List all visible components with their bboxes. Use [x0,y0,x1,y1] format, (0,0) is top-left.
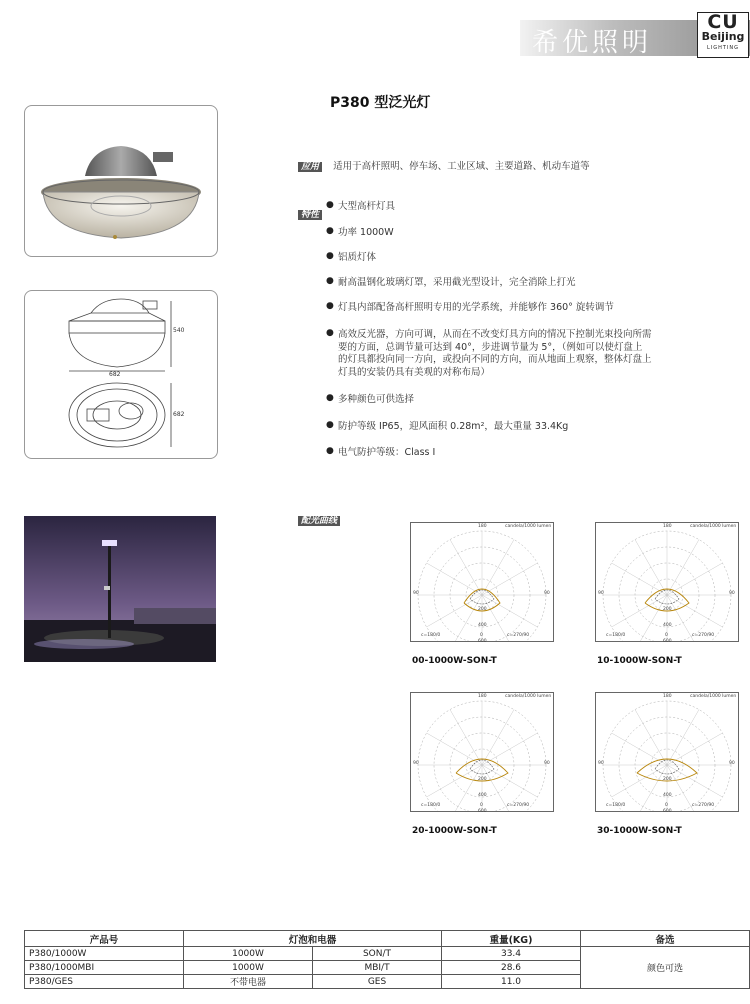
polar-chart [410,692,554,812]
polar-spoke [667,710,699,765]
bullet-icon: ● [326,420,334,430]
application-row [298,154,590,173]
angle-bottom-label: 0 [665,633,668,638]
polar-spoke [635,765,667,811]
ring-label: 600 [663,809,672,814]
product-title: P380 型泛光灯 [330,95,431,111]
feature-text: 功率 1000W [338,227,394,238]
bullet-icon: ● [326,446,334,456]
polar-spoke [482,765,537,797]
angle-left-label: 90 [413,761,419,766]
legend-c180-0: c=180/0 [606,633,626,638]
polar-spoke [450,710,482,765]
cell-option: 颜色可选 [581,947,750,989]
polar-spoke [612,765,667,797]
feature-text: 铝质灯体 [338,252,377,263]
cell-lamp: 1000W [184,961,313,975]
polar-spoke [450,595,482,641]
legend-c270-90: c=270/90 [507,633,530,638]
bullet-icon: ● [326,328,334,338]
application-tag: 应用 [298,162,322,172]
logo-mark: CU [707,11,739,33]
polar-spoke [427,595,482,627]
polar-spoke [667,765,722,797]
angle-right-label: 90 [729,591,735,596]
ring-label: 600 [478,639,487,644]
polar-spoke [635,595,667,641]
bullet-icon: ● [326,200,334,210]
chart-caption: 20-1000W-SON-T [412,826,497,836]
cell-model: P380/1000MBI [25,961,184,975]
dimension-drawing [25,291,217,458]
depth-dimension: 682 [173,411,185,418]
ring-label: 200 [663,777,672,782]
product-table [24,930,750,989]
polar-spoke [427,563,482,595]
cell-lamp: 不带电器 [184,975,313,989]
cell-model: P380/1000W [25,947,184,961]
ring-label: 400 [663,793,672,798]
angle-top-label: 180 [478,524,487,529]
angle-top-label: 180 [663,524,672,529]
ring-label: 200 [478,777,487,782]
unit-label: candela/1000 lumen [505,524,552,529]
photometric-tag-wrap [298,508,340,527]
legend-c270-90: c=270/90 [507,803,530,808]
polar-spoke [450,765,482,811]
angle-bottom-label: 0 [480,633,483,638]
unit-label: candela/1000 lumen [690,694,737,699]
feature-text: 的灯具都投向同一方向，或投向不同的方向，而从地面上观察，整体灯盘上 [338,354,652,365]
polar-spoke [667,540,699,595]
cell-gear: MBI/T [313,961,442,975]
chart-caption: 10-1000W-SON-T [597,656,682,666]
company-name: 希优照明 [532,28,653,58]
legend-c180-0: c=180/0 [606,803,626,808]
angle-top-label: 180 [478,694,487,699]
bullet-icon: ● [326,226,334,236]
chart-caption: 00-1000W-SON-T [412,656,497,666]
polar-chart [595,522,739,642]
width-dimension: 682 [109,371,121,378]
col-header-model: 产品号 [25,931,184,947]
ring-label: 400 [478,623,487,628]
polar-chart [595,692,739,812]
logo-city: Beijing [701,30,745,43]
features-tag-wrap [298,202,322,221]
height-dimension: 540 [173,327,185,334]
ring-label: 400 [663,623,672,628]
product-photo-panel [24,105,218,257]
chart-caption: 30-1000W-SON-T [597,826,682,836]
feature-text: 多种颜色可供选择 [338,394,415,405]
polar-spoke [612,563,667,595]
legend-c180-0: c=180/0 [421,803,441,808]
polar-spoke [482,710,514,765]
feature-text: 耐高温钢化玻璃灯罩，采用截光型设计，完全消除上打光 [338,277,576,288]
features-tag: 特性 [298,210,322,220]
angle-top-label: 180 [663,694,672,699]
photometric-tag: 配光曲线 [298,516,340,526]
ring-label: 400 [478,793,487,798]
ring-label: 600 [478,809,487,814]
cell-lamp: 1000W [184,947,313,961]
cell-weight: 33.4 [442,947,581,961]
col-header-option: 备选 [581,931,750,947]
legend-c180-0: c=180/0 [421,633,441,638]
product-photo [25,106,217,256]
bullet-icon: ● [326,276,334,286]
polar-spoke [667,563,722,595]
polar-spoke [635,710,667,765]
cell-gear: SON/T [313,947,442,961]
angle-left-label: 90 [598,761,604,766]
angle-bottom-label: 0 [480,803,483,808]
unit-label: candela/1000 lumen [505,694,552,699]
polar-spoke [612,595,667,627]
feature-text: 灯具的安装仍具有美观的对称布局） [338,366,491,378]
polar-spoke [482,563,537,595]
feature-text: 灯具内部配备高杆照明专用的光学系统，并能够作 360° 旋转调节 [338,302,614,313]
bullet-icon: ● [326,393,334,403]
dimension-drawing-panel [24,290,218,459]
polar-spoke [427,765,482,797]
polar-chart [410,522,554,642]
col-header-lamp: 灯泡和电器 [184,931,442,947]
cell-weight: 11.0 [442,975,581,989]
table-header-row [25,931,750,947]
angle-right-label: 90 [544,761,550,766]
polar-spoke [450,540,482,595]
polar-spoke [635,540,667,595]
feature-text: 要的方面，总调节量可达到 40°，步进调节量为 5°，（例如可以使灯盘上 [338,341,643,353]
polar-spoke [482,595,537,627]
cell-weight: 28.6 [442,961,581,975]
feature-text: 电气防护等级：Class I [338,447,436,458]
feature-text: 高效反光器，方向可调，从而在不改变灯具方向的情况下控制光束投向所需 [338,329,652,340]
ring-label: 200 [478,607,487,612]
feature-text: 防护等级 IP65，迎风面积 0.28m²，最大重量 33.4Kg [338,421,569,432]
polar-spoke [482,540,514,595]
angle-right-label: 90 [544,591,550,596]
bullet-icon: ● [326,301,334,311]
application-text: 适用于高杆照明、停车场、工业区域、主要道路、机动车道等 [333,161,590,172]
night-scene [24,516,216,662]
cell-model: P380/GES [25,975,184,989]
angle-right-label: 90 [729,761,735,766]
polar-spoke [667,595,722,627]
table-row [25,947,750,961]
installation-photo [24,516,216,662]
ring-label: 600 [663,639,672,644]
company-logo [697,12,749,58]
ring-label: 200 [663,607,672,612]
bullet-icon: ● [326,251,334,261]
angle-left-label: 90 [413,591,419,596]
legend-c270-90: c=270/90 [692,633,715,638]
feature-text: 大型高杆灯具 [338,201,396,212]
cell-gear: GES [313,975,442,989]
unit-label: candela/1000 lumen [690,524,737,529]
angle-left-label: 90 [598,591,604,596]
legend-c270-90: c=270/90 [692,803,715,808]
logo-tagline: LIGHTING [706,45,740,51]
angle-bottom-label: 0 [665,803,668,808]
col-header-weight: 重量(KG) [442,931,581,947]
